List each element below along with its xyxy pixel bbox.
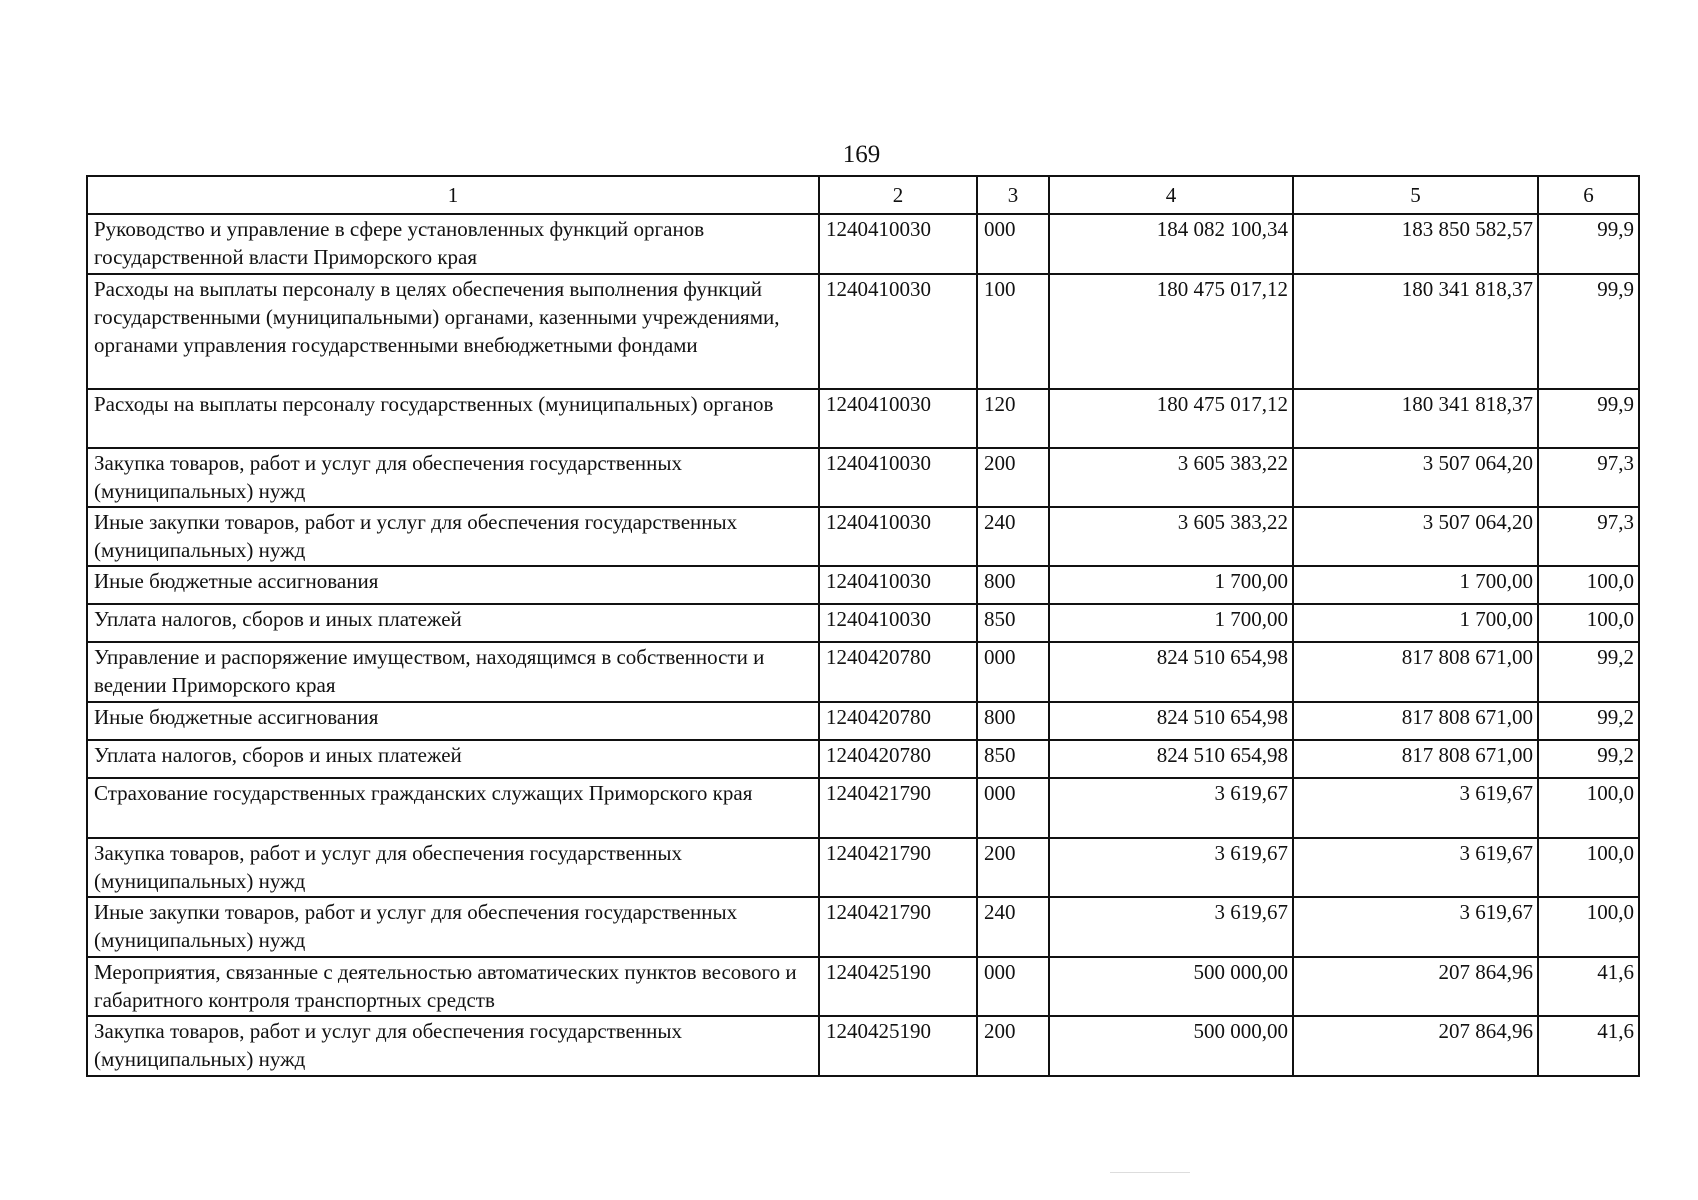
expense-name: Закупка товаров, работ и услуг для обеспечения государственных (муниципальных) нужд [87,1016,819,1076]
target-code: 1240421790 [819,778,977,838]
planned-amount: 184 082 100,34 [1049,214,1293,274]
target-code: 1240410030 [819,274,977,389]
execution-percent: 41,6 [1538,957,1639,1016]
expense-name: Управление и распоряжение имуществом, находящимся в собственности и ведении Приморского края [87,642,819,702]
scan-speck [1110,1172,1190,1173]
expense-type-code: 120 [977,389,1049,448]
table-row [87,566,1639,604]
planned-amount: 3 619,67 [1049,838,1293,897]
budget-execution-table [86,175,1640,1077]
header-col-2: 2 [819,176,977,214]
actual-amount: 183 850 582,57 [1293,214,1538,274]
target-code: 1240420780 [819,702,977,740]
execution-percent: 99,2 [1538,740,1639,778]
actual-amount: 3 619,67 [1293,897,1538,957]
execution-percent: 97,3 [1538,448,1639,507]
expense-name: Уплата налогов, сборов и иных платежей [87,740,819,778]
actual-amount: 3 507 064,20 [1293,448,1538,507]
actual-amount: 207 864,96 [1293,957,1538,1016]
planned-amount: 3 619,67 [1049,897,1293,957]
expense-name: Мероприятия, связанные с деятельностью автоматических пунктов весового и габаритного контроля транспортных средств [87,957,819,1016]
table-body [87,214,1639,1076]
target-code: 1240420780 [819,740,977,778]
table-row [87,838,1639,897]
planned-amount: 824 510 654,98 [1049,702,1293,740]
planned-amount: 3 605 383,22 [1049,507,1293,566]
table-row [87,957,1639,1016]
actual-amount: 3 507 064,20 [1293,507,1538,566]
execution-percent: 97,3 [1538,507,1639,566]
actual-amount: 180 341 818,37 [1293,389,1538,448]
execution-percent: 99,2 [1538,642,1639,702]
target-code: 1240425190 [819,1016,977,1076]
actual-amount: 817 808 671,00 [1293,702,1538,740]
execution-percent: 99,9 [1538,274,1639,389]
table-header [87,176,1639,214]
expense-name: Иные закупки товаров, работ и услуг для обеспечения государственных (муниципальных) нужд [87,897,819,957]
planned-amount: 824 510 654,98 [1049,740,1293,778]
expense-name: Иные бюджетные ассигнования [87,566,819,604]
execution-percent: 99,9 [1538,214,1639,274]
execution-percent: 100,0 [1538,897,1639,957]
table-row [87,1016,1639,1076]
actual-amount: 3 619,67 [1293,838,1538,897]
actual-amount: 3 619,67 [1293,778,1538,838]
expense-type-code: 800 [977,566,1049,604]
planned-amount: 500 000,00 [1049,957,1293,1016]
table-row [87,214,1639,274]
planned-amount: 500 000,00 [1049,1016,1293,1076]
table-row [87,389,1639,448]
execution-percent: 100,0 [1538,604,1639,642]
table-row [87,740,1639,778]
target-code: 1240425190 [819,957,977,1016]
expense-name: Страхование государственных гражданских служащих Приморского края [87,778,819,838]
expense-type-code: 240 [977,897,1049,957]
expense-name: Расходы на выплаты персоналу государственных (муниципальных) органов [87,389,819,448]
expense-name: Иные бюджетные ассигнования [87,702,819,740]
table-row [87,702,1639,740]
planned-amount: 180 475 017,12 [1049,274,1293,389]
expense-name: Иные закупки товаров, работ и услуг для обеспечения государственных (муниципальных) нужд [87,507,819,566]
actual-amount: 817 808 671,00 [1293,642,1538,702]
table-row [87,897,1639,957]
expense-type-code: 000 [977,957,1049,1016]
planned-amount: 1 700,00 [1049,566,1293,604]
table-row [87,604,1639,642]
page-number: 169 [842,141,881,168]
target-code: 1240410030 [819,389,977,448]
header-col-3: 3 [977,176,1049,214]
expense-name: Руководство и управление в сфере установленных функций органов государственной власти Приморского края [87,214,819,274]
target-code: 1240421790 [819,838,977,897]
execution-percent: 100,0 [1538,838,1639,897]
planned-amount: 824 510 654,98 [1049,642,1293,702]
table-row [87,448,1639,507]
planned-amount: 1 700,00 [1049,604,1293,642]
target-code: 1240410030 [819,448,977,507]
expense-name: Закупка товаров, работ и услуг для обеспечения государственных (муниципальных) нужд [87,448,819,507]
header-col-5: 5 [1293,176,1538,214]
planned-amount: 3 605 383,22 [1049,448,1293,507]
expense-name: Расходы на выплаты персоналу в целях обеспечения выполнения функций государственными (муниципальными) органами, казенными учреждениями, органами управления государственными внебюджетными фондами [87,274,819,389]
expense-type-code: 200 [977,448,1049,507]
header-col-4: 4 [1049,176,1293,214]
execution-percent: 99,9 [1538,389,1639,448]
target-code: 1240410030 [819,214,977,274]
expense-type-code: 000 [977,778,1049,838]
actual-amount: 817 808 671,00 [1293,740,1538,778]
execution-percent: 99,2 [1538,702,1639,740]
expense-name: Закупка товаров, работ и услуг для обеспечения государственных (муниципальных) нужд [87,838,819,897]
execution-percent: 100,0 [1538,778,1639,838]
expense-type-code: 800 [977,702,1049,740]
target-code: 1240421790 [819,897,977,957]
actual-amount: 207 864,96 [1293,1016,1538,1076]
header-col-1: 1 [87,176,819,214]
target-code: 1240410030 [819,566,977,604]
target-code: 1240410030 [819,507,977,566]
table-row [87,507,1639,566]
table-row [87,778,1639,838]
expense-type-code: 240 [977,507,1049,566]
table-row [87,642,1639,702]
expense-type-code: 200 [977,1016,1049,1076]
expense-name: Уплата налогов, сборов и иных платежей [87,604,819,642]
planned-amount: 3 619,67 [1049,778,1293,838]
expense-type-code: 000 [977,642,1049,702]
execution-percent: 41,6 [1538,1016,1639,1076]
actual-amount: 180 341 818,37 [1293,274,1538,389]
planned-amount: 180 475 017,12 [1049,389,1293,448]
execution-percent: 100,0 [1538,566,1639,604]
actual-amount: 1 700,00 [1293,604,1538,642]
expense-type-code: 000 [977,214,1049,274]
expense-type-code: 100 [977,274,1049,389]
header-row [87,176,1639,214]
table-row [87,274,1639,389]
target-code: 1240410030 [819,604,977,642]
target-code: 1240420780 [819,642,977,702]
header-col-6: 6 [1538,176,1639,214]
expense-type-code: 850 [977,604,1049,642]
expense-type-code: 200 [977,838,1049,897]
actual-amount: 1 700,00 [1293,566,1538,604]
expense-type-code: 850 [977,740,1049,778]
